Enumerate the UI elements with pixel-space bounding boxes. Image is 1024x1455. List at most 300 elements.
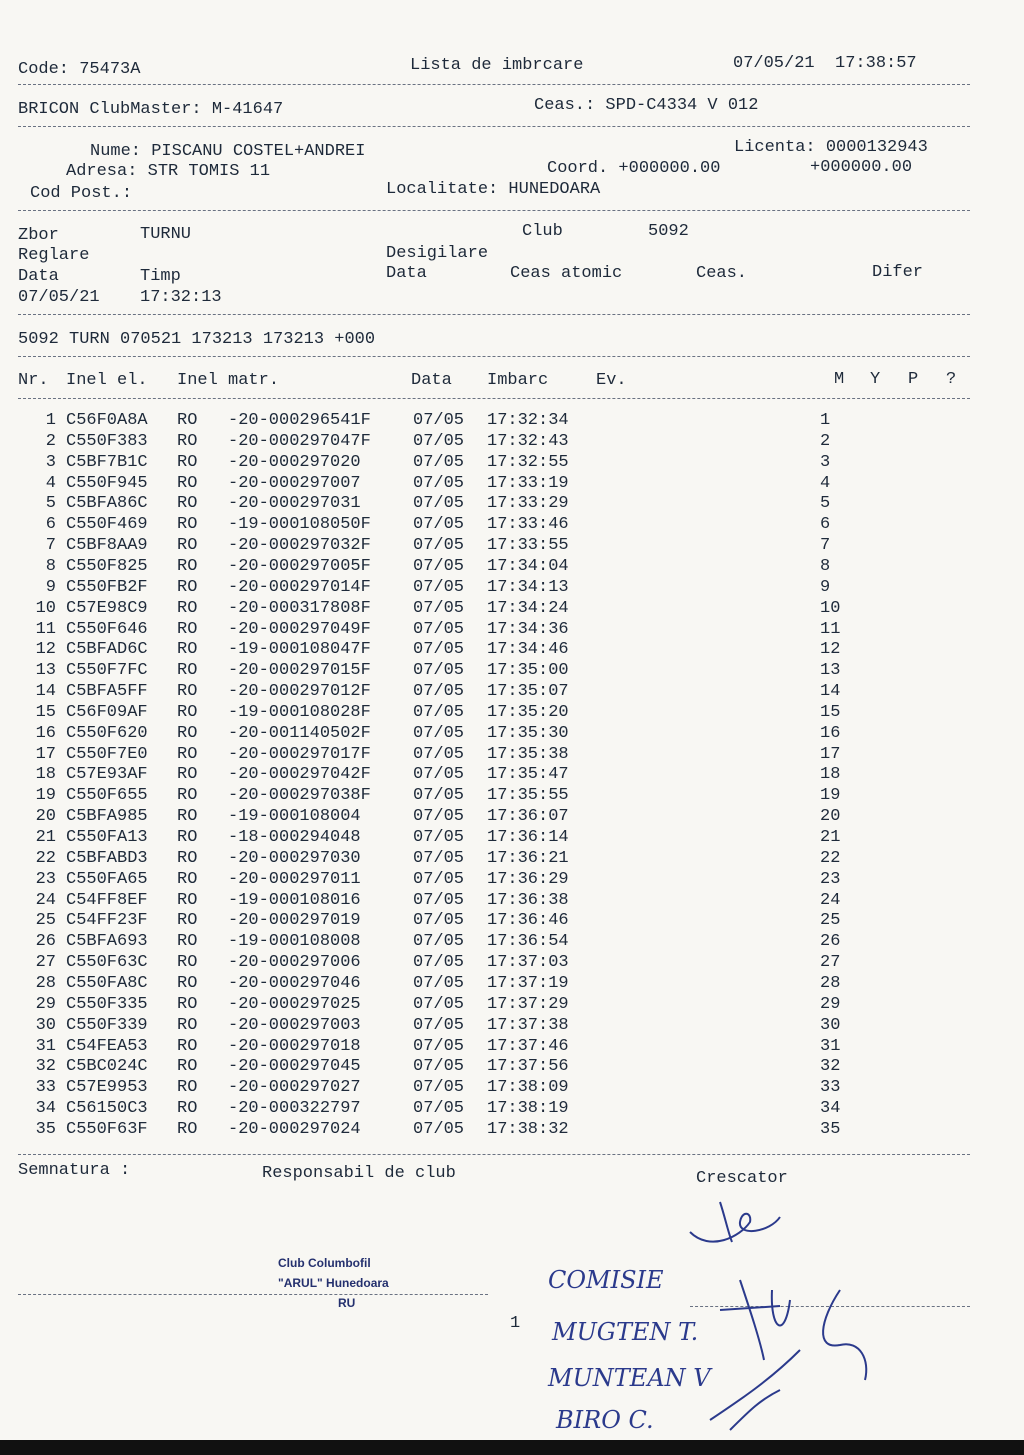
row-rank: 3 [820,452,831,472]
row-ring-number: -20-000297020 [228,452,361,472]
row-electronic-ring: C550F620 [66,723,148,743]
col-date: Data [411,371,452,390]
row-electronic-ring: C5BFA985 [66,807,148,827]
row-arrival-time: 17:35:00 [487,661,569,681]
row-arrival-time: 17:37:19 [487,973,569,993]
row-arrival-time: 17:37:29 [487,994,569,1014]
col-event: Ev. [596,371,627,390]
row-date: 07/05 [413,1057,465,1077]
row-number: 19 [35,786,56,806]
row-electronic-ring: C550F825 [66,556,148,576]
row-electronic-ring: C57E98C9 [66,598,148,618]
divider [18,314,970,315]
table-row [0,682,1000,703]
adjust-date: 07/05/21 [18,288,100,307]
row-electronic-ring: C550F339 [66,1015,148,1035]
row-arrival-time: 17:34:46 [487,640,569,660]
row-ring-number: -20-000297025 [228,994,361,1014]
row-arrival-time: 17:33:55 [487,536,569,556]
table-row [0,745,1000,766]
signature-line [18,1294,488,1295]
row-arrival-time: 17:36:54 [487,932,569,952]
row-electronic-ring: C5BFABD3 [66,848,148,868]
row-arrival-time: 17:35:55 [487,786,569,806]
atomic-clock-label: Ceas atomic [510,264,623,283]
flight-label: Zbor [18,226,59,245]
unseal-date-label: Data [386,264,427,283]
row-electronic-ring: C5BF7B1C [66,452,148,472]
table-row [0,724,1000,745]
row-number: 6 [45,515,56,535]
table-row [0,599,1000,620]
row-ring-number: -20-000297038F [228,786,371,806]
coordinates: Coord. +000000.00 [547,159,721,178]
row-country: RO [177,640,198,660]
clock-col-label: Ceas. [696,264,748,283]
row-date: 07/05 [413,431,465,451]
row-ring-number: -20-000297017F [228,744,371,764]
col-y: Y [870,370,881,389]
unsealing-label: Desigilare [386,244,489,263]
row-ring-number: -20-000297027 [228,1078,361,1098]
row-electronic-ring: C56F0A8A [66,411,148,430]
commission-signatures [690,1270,890,1440]
row-ring-number: -20-000297047F [228,431,371,451]
row-arrival-time: 17:38:32 [487,1119,569,1139]
row-date: 07/05 [413,556,465,576]
row-number: 33 [35,1078,56,1098]
row-rank: 26 [820,932,841,952]
row-number: 24 [35,890,56,910]
table-row [0,765,1000,786]
row-arrival-time: 17:33:46 [487,515,569,535]
row-country: RO [177,869,198,889]
row-arrival-time: 17:37:03 [487,953,569,973]
row-arrival-time: 17:36:46 [487,911,569,931]
row-electronic-ring: C5BFA5FF [66,682,148,702]
stamp-line-3: RU [338,1296,356,1310]
date-label: Data [18,267,59,286]
row-date: 07/05 [413,1078,465,1098]
row-country: RO [177,452,198,472]
row-date: 07/05 [413,1119,465,1139]
row-number: 1 [45,411,56,430]
col-ring-number: Inel matr. [177,371,280,390]
row-date: 07/05 [413,848,465,868]
row-number: 14 [35,682,56,702]
row-rank: 32 [820,1057,841,1077]
row-rank: 4 [820,473,831,493]
club-label: Club [522,222,563,241]
row-country: RO [177,953,198,973]
row-country: RO [177,911,198,931]
signature-label: Semnatura : [18,1161,131,1180]
difference-label: Difer [872,263,924,282]
row-date: 07/05 [413,598,465,618]
row-country: RO [177,1099,198,1119]
row-arrival-time: 17:32:34 [487,411,569,430]
row-country: RO [177,515,198,535]
row-electronic-ring: C550F63C [66,953,148,973]
document-title: Lista de imbrcare [410,56,584,75]
row-electronic-ring: C54FF8EF [66,890,148,910]
row-ring-number: -20-000297003 [228,1015,361,1035]
row-rank: 29 [820,994,841,1014]
row-date: 07/05 [413,494,465,514]
table-row [0,1016,1000,1037]
row-country: RO [177,536,198,556]
row-arrival-time: 17:32:43 [487,431,569,451]
row-arrival-time: 17:36:21 [487,848,569,868]
row-country: RO [177,807,198,827]
page-number: 1 [510,1314,521,1333]
row-date: 07/05 [413,828,465,847]
handwriting-commission: COMISIE [548,1266,664,1294]
row-electronic-ring: C5BFA693 [66,932,148,952]
table-row [0,807,1000,828]
row-electronic-ring: C5BFAD6C [66,640,148,660]
row-rank: 18 [820,765,841,785]
row-number: 11 [35,619,56,639]
row-ring-number: -20-000297019 [228,911,361,931]
row-rank: 2 [820,431,831,451]
row-country: RO [177,1119,198,1139]
row-date: 07/05 [413,786,465,806]
table-row [0,474,1000,495]
row-arrival-time: 17:34:36 [487,619,569,639]
row-country: RO [177,619,198,639]
row-country: RO [177,848,198,868]
row-arrival-time: 17:35:38 [487,744,569,764]
table-row [0,1078,1000,1099]
clock-label: Ceas.: SPD-C4334 V 012 [534,96,759,115]
row-ring-number: -19-000108008 [228,932,361,952]
table-row [0,1037,1000,1058]
handwriting-member-3: BIRO C. [556,1406,654,1434]
row-number: 18 [35,765,56,785]
row-ring-number: -20-000297005F [228,556,371,576]
row-arrival-time: 17:34:24 [487,598,569,618]
row-electronic-ring: C550FA8C [66,973,148,993]
handwriting-member-1: MUGTEN T. [552,1318,699,1346]
col-q: ? [946,370,957,389]
row-rank: 27 [820,953,841,973]
row-electronic-ring: C5BFA86C [66,494,148,514]
row-arrival-time: 17:37:56 [487,1057,569,1077]
row-arrival-time: 17:36:07 [487,807,569,827]
row-ring-number: -20-000297018 [228,1036,361,1056]
coordinates-2: +000000.00 [810,158,913,177]
breeder-label: Crescator [696,1169,788,1188]
handwriting-member-2: MUNTEAN V [548,1364,711,1392]
row-date: 07/05 [413,473,465,493]
row-date: 07/05 [413,661,465,681]
table-row [0,557,1000,578]
row-arrival-time: 17:38:09 [487,1078,569,1098]
table-row [0,661,1000,682]
table-row [0,411,1000,432]
row-date: 07/05 [413,702,465,722]
row-electronic-ring: C54FF23F [66,911,148,931]
table-row [0,453,1000,474]
code-label: Code: 75473A [18,60,141,79]
row-ring-number: -20-000297011 [228,869,361,889]
row-electronic-ring: C550F7FC [66,661,148,681]
row-arrival-time: 17:32:55 [487,452,569,472]
license-number: Licenta: 0000132943 [734,138,928,157]
table-row [0,870,1000,891]
row-ring-number: -20-000297006 [228,953,361,973]
row-rank: 16 [820,723,841,743]
row-number: 23 [35,869,56,889]
row-ring-number: -20-000297014F [228,577,371,597]
row-number: 29 [35,994,56,1014]
row-number: 5 [45,494,56,514]
row-number: 9 [45,577,56,597]
table-row [0,620,1000,641]
col-nr: Nr. [18,371,49,390]
row-electronic-ring: C550F383 [66,431,148,451]
row-number: 27 [35,953,56,973]
row-ring-number: -19-000108004 [228,807,361,827]
row-electronic-ring: C5BC024C [66,1057,148,1077]
table-row [0,578,1000,599]
col-ring-electronic: Inel el. [66,371,148,390]
row-ring-number: -20-000297031 [228,494,361,514]
row-number: 26 [35,932,56,952]
row-number: 17 [35,744,56,764]
table-row [0,1120,1000,1141]
row-electronic-ring: C550FA65 [66,869,148,889]
divider [18,1154,970,1155]
row-date: 07/05 [413,1036,465,1056]
divider [18,356,970,357]
row-electronic-ring: C54FEA53 [66,1036,148,1056]
row-number: 35 [35,1119,56,1139]
print-datetime: 07/05/21 17:38:57 [733,54,917,73]
row-country: RO [177,1057,198,1077]
row-rank: 30 [820,1015,841,1035]
row-ring-number: -19-000108047F [228,640,371,660]
table-row [0,911,1000,932]
row-electronic-ring: C550F945 [66,473,148,493]
row-arrival-time: 17:37:46 [487,1036,569,1056]
row-country: RO [177,973,198,993]
row-arrival-time: 17:35:20 [487,702,569,722]
row-ring-number: -20-000297024 [228,1119,361,1139]
row-date: 07/05 [413,744,465,764]
flight-code-line: 5092 TURN 070521 173213 173213 +000 [18,330,376,349]
row-number: 25 [35,911,56,931]
row-ring-number: -20-000317808F [228,598,371,618]
divider [18,210,970,211]
row-country: RO [177,932,198,952]
row-date: 07/05 [413,577,465,597]
row-rank: 8 [820,556,831,576]
table-row [0,849,1000,870]
row-ring-number: -20-000297046 [228,973,361,993]
row-arrival-time: 17:37:38 [487,1015,569,1035]
row-country: RO [177,494,198,514]
col-m: M [834,370,845,389]
owner-name: Nume: PISCANU COSTEL+ANDREI [90,142,366,161]
table-row [0,515,1000,536]
row-country: RO [177,411,198,430]
row-date: 07/05 [413,953,465,973]
row-country: RO [177,744,198,764]
row-arrival-time: 17:33:29 [487,494,569,514]
row-date: 07/05 [413,765,465,785]
table-row [0,1057,1000,1078]
row-ring-number: -20-000322797 [228,1099,361,1119]
table-row [0,536,1000,557]
row-rank: 7 [820,536,831,556]
row-number: 13 [35,661,56,681]
table-row [0,932,1000,953]
row-country: RO [177,765,198,785]
row-rank: 14 [820,682,841,702]
row-country: RO [177,1015,198,1035]
stamp-line-2: "ARUL" Hunedoara [278,1276,389,1290]
stamp-line-1: Club Columbofil [278,1256,371,1270]
row-electronic-ring: C550F63F [66,1119,148,1139]
row-country: RO [177,682,198,702]
row-arrival-time: 17:36:38 [487,890,569,910]
row-electronic-ring: C550F7E0 [66,744,148,764]
row-rank: 35 [820,1119,841,1139]
row-ring-number: -20-000297049F [228,619,371,639]
table-row [0,828,1000,849]
row-number: 10 [35,598,56,618]
flight-value: TURNU [140,225,192,244]
table-row [0,1099,1000,1120]
divider [18,84,970,85]
row-rank: 34 [820,1099,841,1119]
row-arrival-time: 17:33:19 [487,473,569,493]
row-number: 22 [35,848,56,868]
row-ring-number: -19-000108028F [228,702,371,722]
table-row [0,974,1000,995]
row-number: 31 [35,1036,56,1056]
row-electronic-ring: C550F469 [66,515,148,535]
row-number: 4 [45,473,56,493]
row-rank: 12 [820,640,841,660]
row-number: 3 [45,452,56,472]
row-ring-number: -20-000297012F [228,682,371,702]
row-rank: 31 [820,1036,841,1056]
row-rank: 1 [820,411,831,430]
row-arrival-time: 17:34:13 [487,577,569,597]
row-country: RO [177,577,198,597]
row-electronic-ring: C56F09AF [66,702,148,722]
row-number: 15 [35,702,56,722]
locality: Localitate: HUNEDOARA [386,180,601,199]
row-number: 30 [35,1015,56,1035]
row-number: 20 [35,807,56,827]
row-rank: 21 [820,828,841,847]
table-row [0,494,1000,515]
row-ring-number: -20-000297042F [228,765,371,785]
row-rank: 11 [820,619,841,639]
row-ring-number: -20-000297045 [228,1057,361,1077]
row-rank: 33 [820,1078,841,1098]
row-number: 2 [45,431,56,451]
row-country: RO [177,786,198,806]
row-date: 07/05 [413,973,465,993]
table-row [0,953,1000,974]
row-ring-number: -20-000297030 [228,848,361,868]
row-date: 07/05 [413,911,465,931]
row-date: 07/05 [413,890,465,910]
row-number: 34 [35,1099,56,1119]
row-number: 7 [45,536,56,556]
row-country: RO [177,1036,198,1056]
club-value: 5092 [648,222,689,241]
row-country: RO [177,661,198,681]
table-row [0,703,1000,724]
row-electronic-ring: C57E9953 [66,1078,148,1098]
row-arrival-time: 17:35:07 [487,682,569,702]
row-rank: 6 [820,515,831,535]
table-row [0,432,1000,453]
row-ring-number: -20-000296541F [228,411,371,430]
row-number: 12 [35,640,56,660]
row-arrival-time: 17:36:29 [487,869,569,889]
row-number: 8 [45,556,56,576]
row-date: 07/05 [413,640,465,660]
row-date: 07/05 [413,994,465,1014]
row-rank: 23 [820,869,841,889]
row-date: 07/05 [413,1099,465,1119]
row-ring-number: -19-000108016 [228,890,361,910]
row-ring-number: -19-000108050F [228,515,371,535]
row-rank: 15 [820,702,841,722]
row-arrival-time: 17:38:19 [487,1099,569,1119]
row-date: 07/05 [413,807,465,827]
row-rank: 13 [820,661,841,681]
row-ring-number: -20-000297015F [228,661,371,681]
row-country: RO [177,598,198,618]
row-country: RO [177,473,198,493]
scan-border [0,1440,1024,1455]
row-arrival-time: 17:34:04 [487,556,569,576]
row-rank: 9 [820,577,831,597]
row-number: 28 [35,973,56,993]
row-rank: 5 [820,494,831,514]
row-rank: 17 [820,744,841,764]
row-ring-number: -20-001140502F [228,723,371,743]
row-electronic-ring: C5BF8AA9 [66,536,148,556]
row-electronic-ring: C550FA13 [66,828,148,847]
row-ring-number: -20-000297032F [228,536,371,556]
row-electronic-ring: C550F646 [66,619,148,639]
row-country: RO [177,556,198,576]
owner-address: Adresa: STR TOMIS 11 [66,162,271,181]
table-row [0,891,1000,912]
table-row [0,995,1000,1016]
row-rank: 25 [820,911,841,931]
row-arrival-time: 17:35:47 [487,765,569,785]
row-country: RO [177,890,198,910]
table-row [0,640,1000,661]
adjust-time: 17:32:13 [140,288,222,307]
row-ring-number: -20-000297007 [228,473,361,493]
row-arrival-time: 17:35:30 [487,723,569,743]
row-electronic-ring: C56150C3 [66,1099,148,1119]
adjustment-label: Reglare [18,246,90,265]
time-label: Timp [140,267,181,286]
row-country: RO [177,723,198,743]
